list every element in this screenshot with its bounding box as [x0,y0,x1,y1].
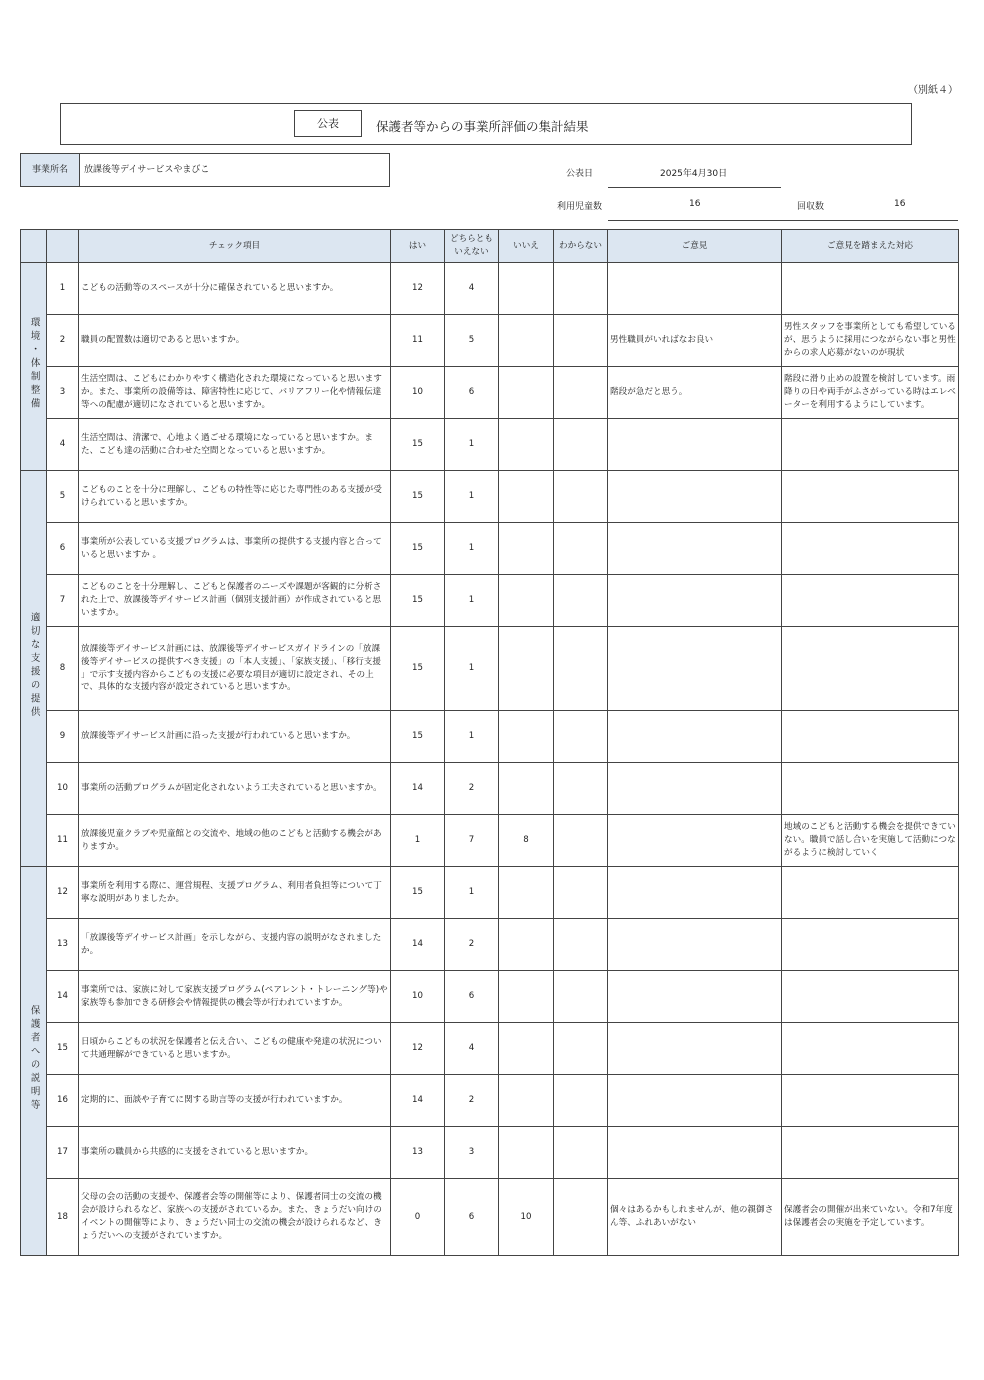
opinion-text [608,763,782,815]
count-no [499,711,554,763]
table-row [21,867,959,919]
check-item: こどもの活動等のスペースが十分に確保されていると思いますか。 [79,263,391,315]
category-cell [21,471,47,867]
row-number: 2 [47,315,79,367]
header-number [47,230,79,263]
table-row [21,1127,959,1179]
table-row [21,367,959,419]
table-row [21,815,959,867]
count-unknown [554,419,608,471]
category-label: 環境・体制整備 [28,316,40,412]
count-unknown [554,1127,608,1179]
opinion-text: 個々はあるかもしれませんが、他の親御さん等、ふれあいがない [608,1179,782,1256]
count-unknown [554,971,608,1023]
count-yes: 14 [391,919,445,971]
opinion-text [608,471,782,523]
table-row [21,419,959,471]
count-no: 8 [499,815,554,867]
count-yes: 10 [391,971,445,1023]
count-unknown [554,523,608,575]
table-row [21,971,959,1023]
count-no [499,1127,554,1179]
check-item: 日頃からこどもの状況を保護者と伝え合い、こどもの健康や発達の状況について共通理解ができていると思いますか。 [79,1023,391,1075]
check-item: こどものことを十分に理解し、こどもの特性等に応じた専門性のある支援が受けられていると思いますか。 [79,471,391,523]
table-row [21,1023,959,1075]
header-yes: はい [391,230,445,263]
opinion-text: 男性職員がいればなお良い [608,315,782,367]
count-yes: 0 [391,1179,445,1256]
count-neither: 5 [445,315,499,367]
row-number: 11 [47,815,79,867]
check-item: 放課後児童クラブや児童館との交流や、地域の他のこどもと活動する機会がありますか。 [79,815,391,867]
opinion-text [608,711,782,763]
check-item: 生活空間は、こどもにわかりやすく構造化された環境になっていると思いますか。また、事業所の設備等は、障害特性に応じて、バリアフリー化や情報伝達等への配慮が適切になされていると思いますか。 [79,367,391,419]
count-neither: 1 [445,471,499,523]
table-row [21,627,959,711]
row-number: 8 [47,627,79,711]
check-item: 事業所の活動プログラムが固定化されないよう工夫されていると思いますか。 [79,763,391,815]
row-number: 12 [47,867,79,919]
count-no [499,315,554,367]
response-text [782,867,959,919]
category-label: 保護者への説明等 [28,1004,40,1113]
count-no: 10 [499,1179,554,1256]
count-neither: 1 [445,711,499,763]
count-neither: 1 [445,867,499,919]
publication-date-label: 公表日 [566,169,594,179]
count-yes: 15 [391,523,445,575]
response-text [782,627,959,711]
count-neither: 2 [445,763,499,815]
count-neither: 6 [445,971,499,1023]
opinion-text [608,523,782,575]
row-number: 6 [47,523,79,575]
check-item: 生活空間は、清潔で、心地よく過ごせる環境になっていると思いますか。また、こども達の活動に合わせた空間となっていると思いますか。 [79,419,391,471]
check-item: 事業所を利用する際に、運営規程、支援プログラム、利用者負担等について丁寧な説明がありましたか。 [79,867,391,919]
count-unknown [554,627,608,711]
check-item: 父母の会の活動の支援や、保護者会等の開催等により、保護者同士の交流の機会が設けられるなど、家族への支援がされているか。また、きょうだい向けのイベントの開催等により、きょうだい同士の交流の機会が設けられるなど、きょうだいへの支援がされていますか。 [79,1179,391,1256]
count-yes: 11 [391,315,445,367]
count-neither: 1 [445,523,499,575]
count-unknown [554,575,608,627]
count-no [499,919,554,971]
response-text [782,1127,959,1179]
response-text [782,971,959,1023]
category-label: 適切な支援の提供 [28,612,40,721]
count-unknown [554,815,608,867]
opinion-text: 階段が急だと思う。 [608,367,782,419]
response-text [782,263,959,315]
count-yes: 15 [391,419,445,471]
opinion-text [608,575,782,627]
opinion-text [608,867,782,919]
count-yes: 15 [391,471,445,523]
count-no [499,971,554,1023]
count-neither: 4 [445,1023,499,1075]
office-label: 事業所名 [21,154,80,186]
row-number: 9 [47,711,79,763]
row-number: 14 [47,971,79,1023]
table-row [21,523,959,575]
count-no [499,523,554,575]
opinion-text [608,1023,782,1075]
row-number: 18 [47,1179,79,1256]
table-row [21,471,959,523]
header-category [21,230,47,263]
opinion-text [608,919,782,971]
publication-date-underline [608,187,781,188]
check-item: 定期的に、面談や子育てに関する助言等の支援が行われていますか。 [79,1075,391,1127]
response-text: 階段に滑り止めの設置を検討しています。雨降りの日や両手がふさがっている時はエレベーターを利用するようにしています。 [782,367,959,419]
count-unknown [554,1023,608,1075]
count-yes: 12 [391,263,445,315]
table-row [21,575,959,627]
annex-label: （別紙４） [908,85,958,96]
count-no [499,471,554,523]
count-no [499,263,554,315]
count-unknown [554,711,608,763]
publication-date: 2025年4月30日 [660,169,728,179]
row-number: 7 [47,575,79,627]
count-unknown [554,315,608,367]
opinion-text [608,627,782,711]
count-no [499,1075,554,1127]
count-unknown [554,919,608,971]
opinion-text [608,815,782,867]
count-neither: 7 [445,815,499,867]
check-item: こどものことを十分理解し、こどもと保護者のニーズや課題が客観的に分析された上で、放課後等デイサービス計画（個別支援計画）が作成されていると思いますか。 [79,575,391,627]
count-neither: 1 [445,419,499,471]
row-number: 10 [47,763,79,815]
evaluation-table [20,229,959,1256]
table-row [21,919,959,971]
response-text [782,763,959,815]
count-no [499,575,554,627]
response-text [782,919,959,971]
count-no [499,867,554,919]
count-neither: 2 [445,1075,499,1127]
count-neither: 4 [445,263,499,315]
response-text: 男性スタッフを事業所としても希望しているが、思うように採用につながらない事と男性からの求人応募がないのが現状 [782,315,959,367]
table-row [21,263,959,315]
category-cell [21,263,47,471]
row-number: 13 [47,919,79,971]
check-item: 放課後等デイサービス計画には、放課後等デイサービスガイドラインの「放課後等デイサービスの提供すべき支援」の「本人支援」、「家族支援」、「移行支援 」で示す支援内容からこどもの支援に必要な項目が適切に設定され、その上で、具体的な支援内容が設定されていると思いますか。 [79,627,391,711]
row-number: 16 [47,1075,79,1127]
table-row [21,711,959,763]
header-check-item: チェック項目 [79,230,391,263]
row-number: 4 [47,419,79,471]
count-no [499,1023,554,1075]
response-text: 保護者会の開催が出来ていない。令和7年度は保護者会の実施を予定しています。 [782,1179,959,1256]
header-opinion: ご意見 [608,230,782,263]
count-no [499,419,554,471]
count-yes: 10 [391,367,445,419]
count-yes: 13 [391,1127,445,1179]
check-item: 事業所の職員から共感的に支援をされていると思いますか。 [79,1127,391,1179]
count-neither: 6 [445,367,499,419]
response-text [782,471,959,523]
opinion-text [608,1127,782,1179]
users-count-label: 利用児童数 [557,202,603,212]
table-header-row [21,230,959,263]
row-number: 15 [47,1023,79,1075]
response-text [782,575,959,627]
check-item: 事業所では、家族に対して家族支援プログラム(ペアレント・トレーニング等)や家族等も参加できる研修会や情報提供の機会等が行われていますか。 [79,971,391,1023]
header-no: いいえ [499,230,554,263]
response-text [782,419,959,471]
row-number: 5 [47,471,79,523]
count-yes: 15 [391,627,445,711]
collected-count: 16 [894,199,906,209]
count-unknown [554,867,608,919]
response-text [782,711,959,763]
opinion-text [608,419,782,471]
count-neither: 6 [445,1179,499,1256]
count-yes: 15 [391,575,445,627]
page-title: 保護者等からの事業所評価の集計結果 [376,119,589,134]
table-row [21,1179,959,1256]
count-unknown [554,1075,608,1127]
category-cell [21,867,47,1256]
opinion-text [608,1075,782,1127]
response-text [782,1023,959,1075]
count-no [499,367,554,419]
header-unknown: わからない [554,230,608,263]
response-text: 地域のこどもと活動する機会を提供できていない。職員で話し合いを実施して活動につながるように検討していく [782,815,959,867]
count-yes: 12 [391,1023,445,1075]
count-yes: 14 [391,763,445,815]
table-row [21,1075,959,1127]
count-yes: 15 [391,711,445,763]
count-no [499,763,554,815]
count-neither: 1 [445,575,499,627]
check-item: 「放課後等デイサービス計画」を示しながら、支援内容の説明がなされましたか。 [79,919,391,971]
count-neither: 2 [445,919,499,971]
check-item: 職員の配置数は適切であると思いますか。 [79,315,391,367]
response-text [782,1075,959,1127]
header-neither: どちらともいえない [445,230,499,263]
count-unknown [554,263,608,315]
check-item: 事業所が公表している支援プログラムは、事業所の提供する支援内容と合っていると思いますか 。 [79,523,391,575]
count-neither: 3 [445,1127,499,1179]
count-neither: 1 [445,627,499,711]
count-unknown [554,1179,608,1256]
count-unknown [554,763,608,815]
opinion-text [608,263,782,315]
count-yes: 15 [391,867,445,919]
count-yes: 1 [391,815,445,867]
table-row [21,763,959,815]
header-response: ご意見を踏まえた対応 [782,230,959,263]
count-unknown [554,367,608,419]
table-row [21,315,959,367]
count-no [499,627,554,711]
count-unknown [554,471,608,523]
count-yes: 14 [391,1075,445,1127]
counts-underline [608,220,958,221]
check-item: 放課後等デイサービス計画に沿った支援が行われていると思いますか。 [79,711,391,763]
office-name: 放課後等デイサービスやまびこ [84,165,210,175]
row-number: 17 [47,1127,79,1179]
publish-box-label: 公表 [294,110,362,137]
collected-count-label: 回収数 [797,202,825,212]
users-count: 16 [689,199,701,209]
row-number: 1 [47,263,79,315]
response-text [782,523,959,575]
office-name-box [20,153,390,187]
opinion-text [608,971,782,1023]
row-number: 3 [47,367,79,419]
